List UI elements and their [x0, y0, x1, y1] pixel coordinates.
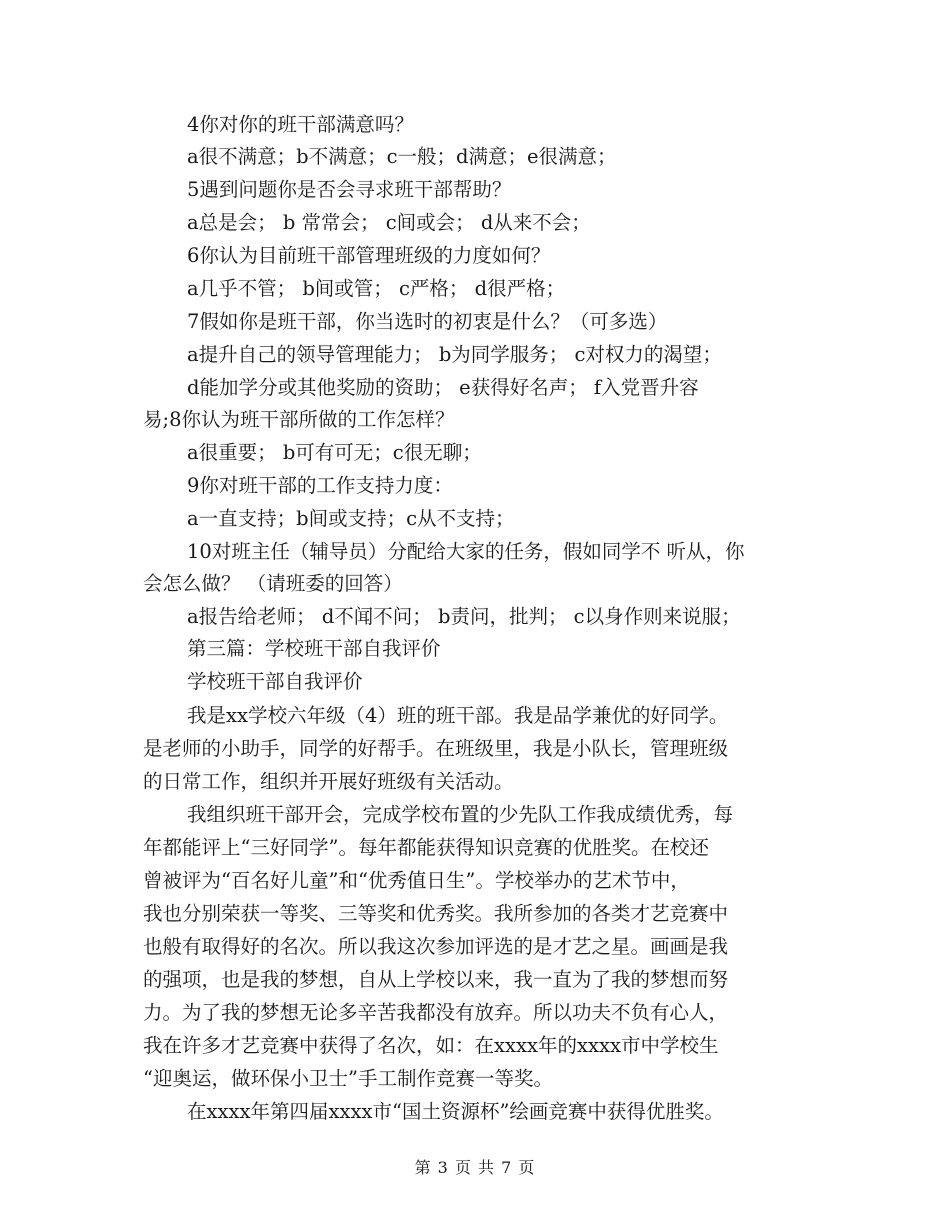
section-heading: 第三篇：学校班干部自我评价 [187, 637, 441, 660]
paragraph-2-line-6: 的强项，也是我的梦想，自从上学校以来，我一直为了我的梦想而努 [143, 968, 729, 991]
paragraph-1-line-1: 我是xx学校六年级（4）班的班干部。我是品学兼优的好同学。 [187, 704, 729, 727]
answer-options-7a: a提升自己的领导管理能力； b为同学服务； c对权力的渴望； [187, 343, 722, 366]
paragraph-2-line-8: 我在许多才艺竞赛中获得了名次，如：在xxxx年的xxxx市中学校生 [143, 1034, 719, 1057]
question-10: 10对班主任（辅导员）分配给大家的任务，假如同学不 听从，你 [187, 540, 745, 563]
question-6: 6你认为目前班干部管理班级的力度如何？ [187, 244, 551, 267]
question-4: 4你对你的班干部满意吗？ [187, 113, 414, 136]
question-7: 7假如你是班干部，你当选时的初衷是什么？（可多选） [187, 310, 668, 333]
paragraph-2-line-5: 也般有取得好的名次。所以我这次参加评选的是才艺之星。画画是我 [143, 935, 729, 958]
answer-options-7b: d能加学分或其他奖励的资助； e获得好名声； f入党晋升容 [187, 376, 699, 399]
answer-options-6: a几乎不管； b间或管； c严格； d很严格； [187, 277, 566, 300]
answer-options-4: a很不满意；b不满意；c一般；d满意；e很满意； [187, 145, 617, 168]
paragraph-2-line-3: 曾被评为“百名好儿童”和“优秀值日生”。学校举办的艺术节中， [143, 869, 690, 892]
paragraph-1-line-3: 的日常工作，组织并开展好班级有关活动。 [143, 770, 514, 793]
question-8: 易;8你认为班干部所做的工作怎样？ [143, 408, 455, 431]
answer-options-8: a很重要； b可有可无；c很无聊； [187, 441, 482, 464]
paragraph-1-line-2: 是老师的小助手，同学的好帮手。在班级里，我是小队长，管理班级 [143, 737, 729, 760]
page-footer: 第 3 页 共 7 页 [414, 1158, 536, 1177]
question-10-cont: 会怎么做？ （请班委的回答） [143, 572, 403, 595]
paragraph-2-line-7: 力。为了我的梦想无论多辛苦我都没有放弃。所以功夫不负有心人， [143, 1001, 729, 1024]
question-9: 9你对班干部的工作支持力度： [187, 474, 453, 497]
answer-options-5: a总是会； b 常常会； c间或会； d从来不会； [187, 211, 591, 234]
paragraph-2-line-9: “迎奥运，做环保小卫士”手工制作竞赛一等奖。 [143, 1067, 553, 1090]
answer-options-9: a一直支持；b间或支持；c从不支持； [187, 507, 515, 530]
answer-options-10: a报告给老师； d不闻不问； b责问，批判； c以身作则来说服； [187, 605, 741, 628]
section-title: 学校班干部自我评价 [187, 670, 363, 693]
question-5: 5遇到问题你是否会寻求班干部帮助？ [187, 178, 512, 201]
paragraph-2-line-1: 我组织班干部开会，完成学校布置的少先队工作我成绩优秀，每 [187, 803, 734, 826]
paragraph-3-line-1: 在xxxx年第四届xxxx市“国土资源杯”绘画竞赛中获得优胜奖。 [187, 1100, 724, 1123]
paragraph-2-line-4: 我也分别荣获一等奖、三等奖和优秀奖。我所参加的各类才艺竞赛中 [143, 902, 729, 925]
paragraph-2-line-2: 年都能评上“三好同学”。每年都能获得知识竞赛的优胜奖。在校还 [143, 836, 709, 859]
